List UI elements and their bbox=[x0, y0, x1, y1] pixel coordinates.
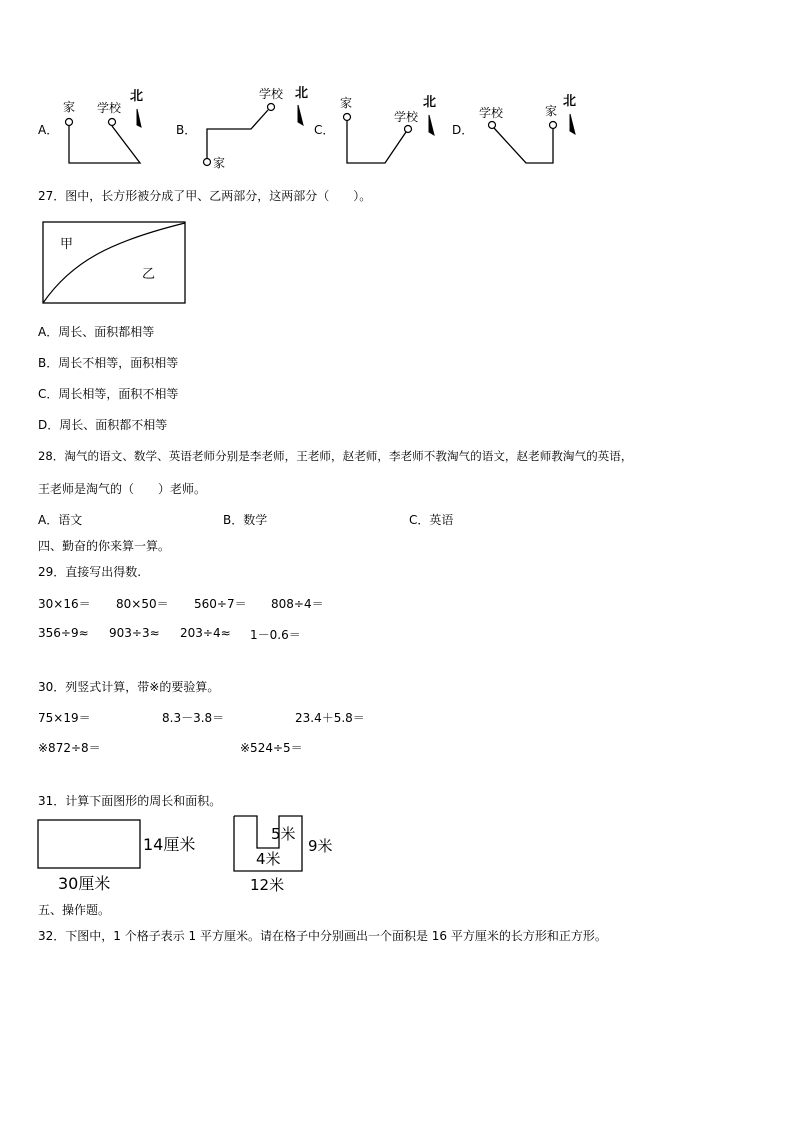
q27-option-d: D．周长、面积都不相等 bbox=[38, 418, 168, 432]
north-arrow-icon bbox=[570, 114, 575, 134]
school-label: 学校 bbox=[97, 101, 122, 115]
q29-item: 203÷4≈ bbox=[180, 626, 231, 640]
q26-option-b-diagram bbox=[195, 80, 320, 175]
school-marker bbox=[109, 119, 116, 126]
label-4m: 4米 bbox=[256, 850, 281, 868]
q29-item: 560÷7＝ bbox=[194, 597, 247, 611]
home-label: 家 bbox=[63, 100, 76, 114]
rectangle bbox=[38, 820, 140, 868]
label-jia: 甲 bbox=[60, 237, 74, 252]
q26-option-a-diagram bbox=[55, 85, 155, 165]
label-yi: 乙 bbox=[142, 267, 156, 282]
home-marker bbox=[204, 159, 211, 166]
q29-item: 808÷4＝ bbox=[271, 597, 324, 611]
dividing-curve bbox=[43, 223, 185, 303]
home-label: 家 bbox=[213, 156, 226, 170]
q30-question: 30．列竖式计算，带※的要验算。 bbox=[38, 680, 220, 694]
route-line bbox=[494, 128, 553, 163]
q31-rectangle-figure bbox=[36, 817, 216, 895]
north-arrow-icon bbox=[137, 109, 141, 127]
q27-figure bbox=[42, 221, 188, 306]
route-line bbox=[347, 121, 406, 163]
home-marker bbox=[344, 114, 351, 121]
section-5-title: 五、操作题。 bbox=[38, 903, 111, 917]
q29-item: 356÷9≈ bbox=[38, 626, 89, 640]
q26-option-a-letter: A． bbox=[38, 123, 59, 137]
q28-option-b: B．数学 bbox=[223, 513, 268, 527]
school-label: 学校 bbox=[259, 87, 284, 101]
q29-item: 80×50＝ bbox=[116, 597, 169, 611]
north-label: 北 bbox=[130, 89, 144, 104]
q31-compound-figure bbox=[230, 812, 350, 897]
q27-option-b: B．周长不相等，面积相等 bbox=[38, 356, 179, 370]
q29-question: 29．直接写出得数. bbox=[38, 565, 142, 579]
q26-option-c-diagram bbox=[330, 85, 445, 170]
route-line bbox=[69, 126, 140, 163]
home-label: 家 bbox=[340, 96, 353, 110]
school-label: 学校 bbox=[479, 106, 504, 120]
home-label: 家 bbox=[545, 104, 558, 118]
q30-item: 8.3－3.8＝ bbox=[162, 711, 225, 725]
q30-item: 75×19＝ bbox=[38, 711, 91, 725]
q32-question: 32．下图中，1 个格子表示 1 平方厘米。请在格子中分别画出一个面积是 16 平方厘米的长方形和正方形。 bbox=[38, 929, 607, 943]
q26-option-b-letter: B． bbox=[176, 123, 197, 137]
home-marker bbox=[66, 119, 73, 126]
q27-option-a: A．周长、面积都相等 bbox=[38, 325, 155, 339]
rect-width-label: 30厘米 bbox=[58, 874, 111, 893]
q31-question: 31．计算下面图形的周长和面积。 bbox=[38, 794, 222, 808]
home-marker bbox=[550, 122, 557, 129]
rect-height-label: 14厘米 bbox=[143, 835, 196, 854]
q30-item: 23.4＋5.8＝ bbox=[295, 711, 365, 725]
section-4-title: 四、勤奋的你来算一算。 bbox=[38, 539, 171, 553]
q26-option-c-letter: C． bbox=[314, 123, 335, 137]
school-marker bbox=[268, 104, 275, 111]
q28-option-a: A．语文 bbox=[38, 513, 83, 527]
q29-item: 903÷3≈ bbox=[109, 626, 160, 640]
label-5m: 5米 bbox=[271, 825, 296, 843]
q28-line1: 28．淘气的语文、数学、英语老师分别是李老师，王老师，赵老师，李老师不教淘气的语文，赵老师教淘气的英语， bbox=[38, 449, 633, 463]
q29-item: 30×16＝ bbox=[38, 597, 91, 611]
school-marker bbox=[405, 126, 412, 133]
school-label: 学校 bbox=[394, 110, 419, 124]
rectangle bbox=[43, 222, 185, 303]
q30-item: ※524÷5＝ bbox=[240, 741, 303, 755]
label-9m: 9米 bbox=[308, 837, 333, 855]
q29-item: 1－0.6＝ bbox=[250, 628, 301, 642]
north-arrow-icon bbox=[298, 105, 303, 125]
q30-item: ※872÷8＝ bbox=[38, 741, 101, 755]
school-marker bbox=[489, 122, 496, 129]
north-label: 北 bbox=[295, 86, 309, 101]
route-line bbox=[207, 110, 268, 159]
q26-option-d-letter: D． bbox=[452, 123, 474, 137]
north-label: 北 bbox=[423, 95, 437, 110]
north-arrow-icon bbox=[429, 115, 434, 135]
q27-question: 27．图中，长方形被分成了甲、乙两部分，这两部分（ ）。 bbox=[38, 189, 372, 203]
label-12m: 12米 bbox=[250, 876, 285, 894]
q28-option-c: C．英语 bbox=[409, 513, 454, 527]
q27-option-c: C．周长相等，面积不相等 bbox=[38, 387, 179, 401]
q28-line2: 王老师是淘气的（ ）老师。 bbox=[38, 482, 207, 496]
q26-option-d-diagram bbox=[470, 85, 585, 170]
north-label: 北 bbox=[563, 94, 577, 109]
